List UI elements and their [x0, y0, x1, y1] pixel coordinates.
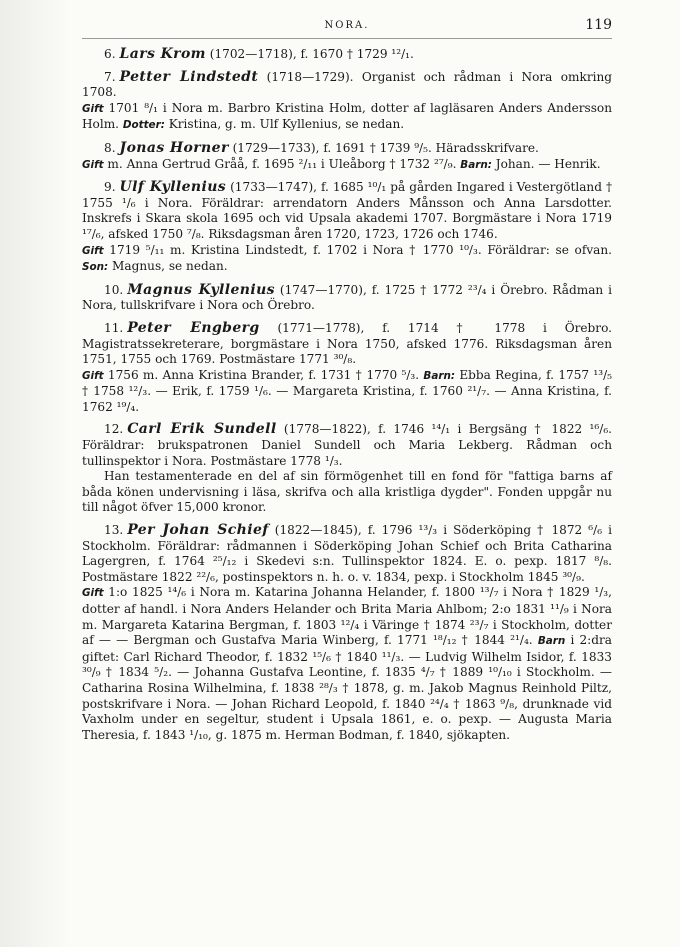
entry-number: 12.: [104, 422, 124, 437]
entry: [82, 47, 612, 63]
entry-text: 1719 ⁵/₁₁ m. Kristina Lindstedt, f. 1702 i Nora † 1770 ¹⁰/₃. Föräldrar: se ofvan.: [103, 242, 612, 257]
entry-text: Magnus, se nedan.: [108, 259, 228, 274]
entry-name: Per Johan Schief: [127, 522, 269, 539]
entry-name: Petter Lindstedt: [119, 68, 259, 85]
entry-number: 8.: [104, 140, 116, 155]
section-label: Son:: [82, 261, 109, 274]
entry-name: Ulf Kyllenius: [119, 179, 227, 196]
entry-text: (1822—1845), f. 1796 ¹³/₃ i Söderköping † 1872 ⁶/₆ i Stockholm. Föräldrar: rådmannen i Söderköping Johan Schief och Brita Catharina Lagergren, f. 1764 ²⁵/₁₂ i Skedevi s:n. Tullinspektor 1824. E. o. pexp. 1817 ⁸/₈. Postmästare 1822 ²²/₆, postinspektors n. h. o. v. 1834, pexp. i Stockholm 1845 ³⁰/₉.: [82, 523, 613, 584]
entry-paragraph: [82, 101, 612, 134]
entry-text: i 2:dra giftet: Carl Richard Theodor, f. 1832 ¹⁵/₆ † 1840 ¹¹/₃. — Ludvig Wilhelm Isidor, f. 1833 ³⁰/₉ † 1834 ⁵/₂. — Johanna Gustafva Leontine, f. 1835 ⁴/₇ † 1889 ¹⁰/₁₀ i Stockholm. — Catharina Rosina Wilhelmina, f. 1838 ²⁸/₃ † 1878, g. m. Jakob Magnus Reinhold Piltz, postskrifvare i Nora. — Johan Richard Leopold, f. 1840 ²⁴/₄ † 1863 ⁹/₈, drunknade vid Vaxholm under en segeltur, student i Upsala 1861, e. o. pexp. — Augusta Maria Theresia, f. 1843 ¹/₁₀, g. 1875 m. Herman Bodman, f. 1840, sjökapten.: [82, 633, 612, 742]
running-title: NORA.: [324, 20, 370, 31]
document-page: [82, 16, 612, 750]
entry-text: Johan. — Henrik.: [491, 156, 601, 171]
entry-text: (1747—1770), f. 1725 † 1772 ²³/₄ i Örebro. Rådman i Nora, tullskrifvare i Nora och Örebro.: [82, 282, 612, 313]
entry-paragraph: [82, 585, 612, 743]
entry: [82, 321, 612, 416]
entry-paragraph: [82, 70, 612, 101]
entry-paragraph: [82, 47, 612, 63]
entry: [82, 141, 612, 173]
entry-number: 13.: [104, 523, 124, 538]
scan-shadow: [0, 0, 70, 947]
entry-text: (1729—1733), f. 1691 † 1739 ⁹/₅. Häradsskrifvare.: [228, 140, 539, 155]
entry-paragraph: [82, 141, 612, 157]
entry-paragraph: [82, 523, 612, 585]
entry-name: Magnus Kyllenius: [127, 281, 275, 298]
entry: [82, 523, 612, 743]
entry-text: 1701 ⁸/₁ i Nora m. Barbro Kristina Holm, dotter af lagläsaren Anders Andersson Holm.: [82, 100, 612, 132]
entry-number: 10.: [104, 282, 124, 297]
entry-text: (1733—1747), f. 1685 ¹⁰/₁ på gården Ingared i Vestergötland † 1755 ¹/₆ i Nora. Föräldrar: arrendatorn Anders Månsson och Anna Larsdotter. Inskrefs i Skara skola 1695 och vid Upsala akademi 1707. Borgmästare i Nora 1719 ¹⁷/₆, afsked 1750 ⁷/₈. Riksdagsman åren 1720, 1723, 1726 och 1746.: [82, 180, 612, 241]
entry-list: [82, 47, 612, 743]
page-number: 119: [585, 17, 612, 33]
section-label: Gift: [82, 587, 104, 600]
entry: [82, 180, 612, 276]
entry-text: (1771—1778), f. 1714 † 1778 i Örebro. Magistratssekreterare, borgmästare i Nora 1750, afsked 1776. Riksdagsman åren 1751, 1755 och 1769. Postmästare 1771 ³⁰/₈.: [82, 320, 612, 367]
entry-paragraph: [82, 180, 612, 242]
entry-name: Peter Engberg: [127, 319, 260, 336]
entry-number: 9.: [104, 180, 116, 195]
entry-paragraph: [82, 469, 612, 516]
entry-paragraph: [82, 283, 612, 314]
entry: [82, 283, 612, 314]
section-label: Barn:: [423, 369, 456, 382]
entry-text: Han testamenterade en del af sin förmögenhet till en fond för "fattiga barns af båda könen undervisning i läsa, skrifva och alla kristliga dygder". Fonden uppgår nu till något öfver 15,000 kronor.: [82, 469, 612, 515]
entry-paragraph: [82, 321, 612, 368]
entry-number: 6.: [104, 47, 116, 61]
section-label: Dotter:: [122, 119, 165, 132]
entry-paragraph: [82, 157, 612, 174]
entry-name: Carl Erik Sundell: [127, 421, 277, 438]
section-label: Gift: [82, 158, 104, 171]
entry-text: 1756 m. Anna Kristina Brander, f. 1731 † 1770 ⁵/₃.: [103, 367, 424, 382]
entry-name: Lars Krom: [119, 46, 206, 62]
entry-number: 11.: [104, 320, 124, 335]
section-label: Gift: [82, 369, 104, 382]
entry-text: 1:o 1825 ¹⁴/₆ i Nora m. Katarina Johanna Helander, f. 1800 ¹³/₇ i Nora † 1829 ¹/₃, dotter af handl. i Nora Anders Helander och Brita Maria Ahlbom; 2:o 1831 ¹¹/₉ i Nora m. Margareta Katarina Bergman, f. 1803 ¹²/₄ i Väringe † 1874 ²³/₇ i Stockholm, dotter af — — Bergman och Gustafva Maria Winberg, f. 1771 ¹⁸/₁₂ † 1844 ²¹/₄.: [82, 585, 612, 648]
entry-text: (1778—1822), f. 1746 ¹⁴/₁ i Bergsäng † 1822 ¹⁶/₆. Föräldrar: brukspatronen Daniel Sundell och Maria Lekberg. Rådman och tullinspektor i Nora. Postmästare 1778 ¹/₃.: [82, 422, 613, 468]
entry-text: Kristina, g. m. Ulf Kyllenius, se nedan.: [164, 117, 405, 132]
entry-text: Ebba Regina, f. 1757 ¹³/₅ † 1758 ¹²/₃. — Erik, f. 1759 ¹/₆. — Margareta Kristina, f. 1760 ²¹/₇. — Anna Kristina, f. 1762 ¹⁹/₄.: [82, 367, 613, 414]
entry-paragraph: [82, 368, 612, 416]
entry-text: (1718—1729). Organist och rådman i Nora omkring 1708.: [82, 69, 612, 100]
entry-text: m. Anna Gertrud Gråå, f. 1695 ²/₁₁ i Uleåborg † 1732 ²⁷/₉.: [103, 156, 461, 171]
entry-text: (1702—1718), f. 1670 † 1729 ¹²/₁.: [205, 47, 414, 61]
entry: [82, 422, 612, 516]
entry-paragraph: [82, 422, 612, 469]
section-label: Gift: [82, 244, 104, 257]
entry-name: Jonas Horner: [119, 139, 229, 156]
section-label: Barn:: [460, 158, 492, 171]
running-header: [82, 16, 612, 39]
entry: [82, 70, 612, 134]
entry-number: 7.: [104, 69, 116, 84]
section-label: Gift: [82, 102, 104, 115]
entry-paragraph: [82, 243, 612, 276]
section-label: Barn: [537, 635, 566, 648]
